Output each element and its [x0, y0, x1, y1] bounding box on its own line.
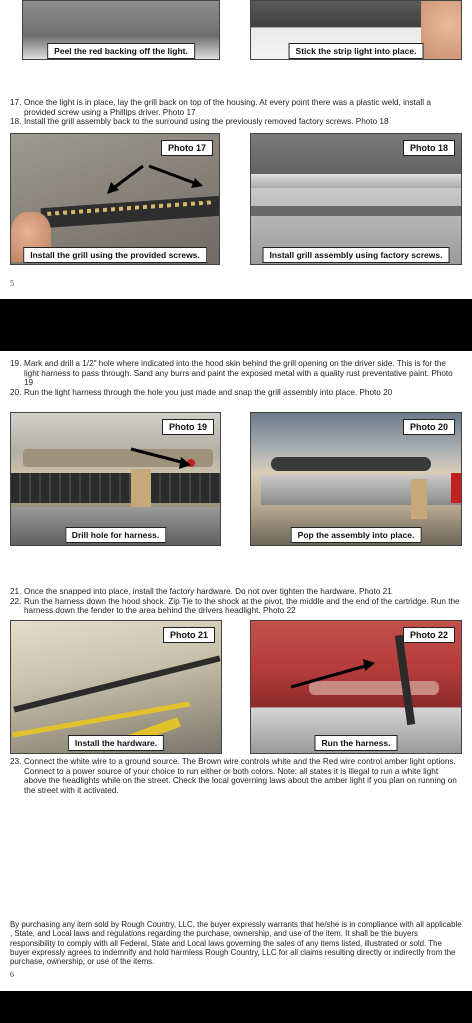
photo-badge: Photo 22	[403, 627, 455, 643]
photo-caption: Install grill assembly using factory screws.	[263, 247, 450, 263]
page-number: 5	[10, 279, 14, 288]
photo-18	[250, 133, 462, 265]
legal-disclaimer: By purchasing any item sold by Rough Country, LLC, the buyer expressly warrants that he/she is in compliance with all applicable , State, and Local laws and regulations regarding the purchase, ownership, and use of the item. It shall be the buyers responsibility to comply with all Federal, State and Local laws governing the sales of any items listed, illustrated or sold. The buyer expressly agrees to indemnify and hold harmless Rough Country, LLC for all claims resulting directly or indirectly from the purchase, ownership, or use of the items.	[10, 920, 462, 967]
photo-caption: Stick the strip light into place.	[289, 43, 424, 59]
step-item: 17. Once the light is in place, lay the grill back on top of the housing. At every point there was a plastic weld, install a provided screw using a Phillips driver. Photo 17	[10, 98, 431, 117]
page-divider	[0, 299, 472, 351]
photo-badge: Photo 17	[161, 140, 213, 156]
photo-caption: Run the harness.	[315, 735, 398, 751]
photo-badge: Photo 20	[403, 419, 455, 435]
photo-peel-backing	[22, 0, 220, 60]
page-divider	[0, 991, 472, 1023]
photo-19	[10, 412, 221, 546]
page-number: 6	[10, 970, 14, 979]
step-item: 23. Connect the white wire to a ground source. The Brown wire controls white and the Red wire control amber light options. Connect to a power source of your choice to run either or both colors. Note: all states it is illegal to run a white light above the headlights while on the street. Check the local governing laws about the amber light if you plan on running on the street with it activated.	[10, 757, 457, 795]
photo-badge: Photo 19	[162, 419, 214, 435]
photo-17	[10, 133, 220, 265]
photo-20	[250, 412, 462, 546]
photo-caption: Install the hardware.	[68, 735, 164, 751]
photo-caption: Drill hole for harness.	[65, 527, 166, 543]
step-item: 21. Once the snapped into place, install the factory hardware. Do not over tighten the hardware. Photo 21	[10, 587, 392, 596]
instruction-steps-17-18	[10, 98, 462, 127]
instruction-step-23	[10, 757, 462, 795]
photo-caption: Pop the assembly into place.	[291, 527, 422, 543]
photo-22	[250, 620, 462, 754]
photo-badge: Photo 21	[163, 627, 215, 643]
photo-caption: Install the grill using the provided screws.	[23, 247, 207, 263]
step-item: 19. Mark and drill a 1/2" hole where indicated into the hood skin behind the grill opening on the driver side. This is for the light harness to pass through. Sand any burrs and paint the exposed metal with a quality rust preventative paint. Photo 19	[10, 359, 453, 387]
photo-stick-strip	[250, 0, 462, 60]
step-item: 20. Run the light harness through the hole you just made and snap the grill assembly into place. Photo 20	[10, 387, 393, 397]
photo-caption: Peel the red backing off the light.	[47, 43, 195, 59]
instruction-steps-19-20	[10, 359, 462, 397]
step-item: 18. Install the grill assembly back to the surround using the previously removed factory screws. Photo 18	[10, 117, 389, 126]
photo-badge: Photo 18	[403, 140, 455, 156]
step-item: 22. Run the harness down the hood shock. Zip Tie to the shock at the pivot, the middle and the end of the cartridge. Run the harness down the fender to the area behind the drivers headlight. Photo 22	[10, 596, 460, 615]
instruction-steps-21-22	[10, 587, 462, 616]
photo-21	[10, 620, 222, 754]
